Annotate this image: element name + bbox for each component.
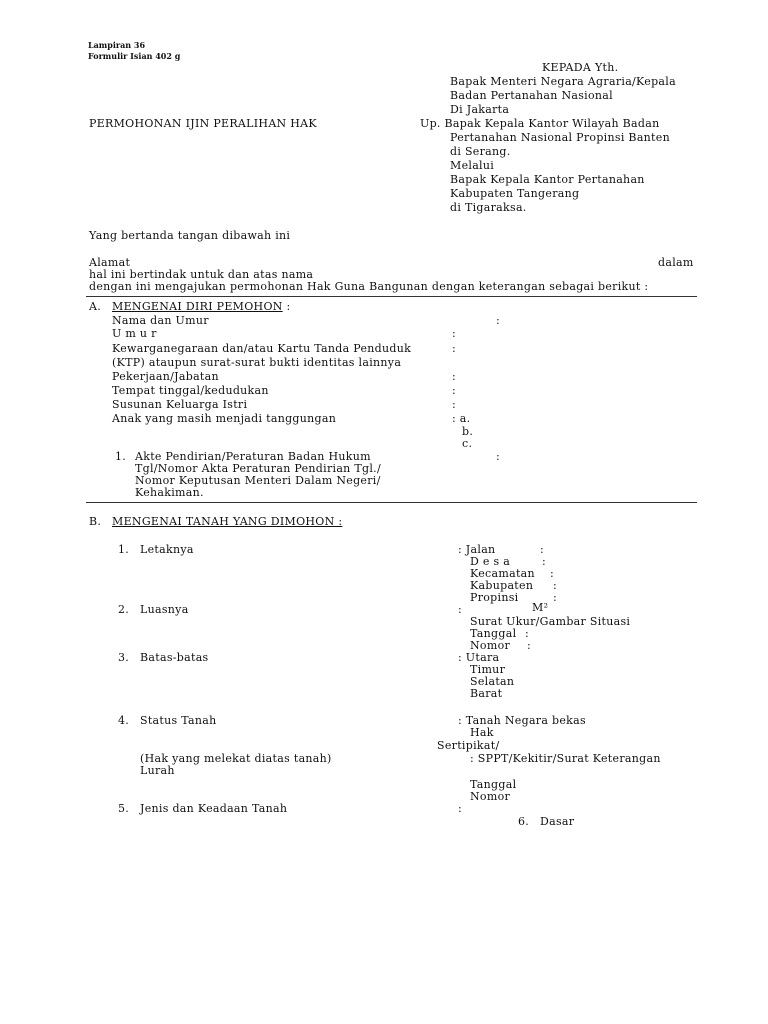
intro-bertindak: hal ini bertindak untuk dan atas nama xyxy=(89,268,314,281)
item-hak: Hak xyxy=(470,726,494,739)
address-up-line: Bapak Kepala Kantor Pertanahan xyxy=(450,173,645,186)
item-m2: M² xyxy=(532,601,549,614)
colon: : xyxy=(452,342,457,355)
akte-line: Kehakiman. xyxy=(135,486,204,499)
item-utara: : Utara xyxy=(458,651,500,664)
field-anak: Anak yang masih menjadi tanggungan xyxy=(112,412,337,425)
item-tanggal: Tanggal xyxy=(470,778,517,791)
colon: : xyxy=(553,579,558,592)
item-timur: Timur xyxy=(470,663,506,676)
item-letak: Letaknya xyxy=(140,543,194,556)
colon: : xyxy=(553,591,558,604)
address-line: Bapak Menteri Negara Agraria/Kepala xyxy=(450,75,676,88)
field-nama: Nama dan Umur xyxy=(112,314,209,327)
colon: : xyxy=(452,370,457,383)
item-tanah-negara: : Tanah Negara bekas xyxy=(458,714,586,727)
item-jenis: Jenis dan Keadaan Tanah xyxy=(140,802,288,815)
item-dasar: Dasar xyxy=(540,815,575,828)
item-nomor: Nomor xyxy=(470,639,511,652)
address-up-line: di Serang. xyxy=(450,145,511,158)
colon: : xyxy=(458,802,463,815)
colon: : xyxy=(525,627,530,640)
colon: : xyxy=(452,398,457,411)
colon: : xyxy=(527,639,532,652)
item-batas: Batas-batas xyxy=(140,651,209,664)
address-line: Di Jakarta xyxy=(450,103,510,116)
anak-c: c. xyxy=(462,437,473,450)
item-sertipikat: Sertipikat/ xyxy=(437,739,500,752)
document-title: PERMOHONAN IJIN PERALIHAN HAK xyxy=(89,117,317,130)
section-b-heading-colon: : xyxy=(334,515,343,528)
lampiran-label: Lampiran 36 xyxy=(88,40,146,50)
address-up: Up. Bapak Kepala Kantor Wilayah Badan xyxy=(420,117,660,130)
item-selatan: Selatan xyxy=(470,675,515,688)
address-up-line: di Tigaraksa. xyxy=(450,201,527,214)
section-a-letter: A. xyxy=(89,300,102,313)
akte-line: Akte Pendirian/Peraturan Badan Hukum xyxy=(135,450,371,463)
address-up-line: Melalui xyxy=(450,159,495,172)
field-ktp: (KTP) ataupun surat-surat bukti identitas lainnya xyxy=(112,356,402,369)
address-line: Badan Pertanahan Nasional xyxy=(450,89,613,102)
colon: : xyxy=(496,314,501,327)
colon: : xyxy=(452,384,457,397)
akte-line: Nomor Keputusan Menteri Dalam Negeri/ xyxy=(135,474,381,487)
section-b-letter: B. xyxy=(89,515,102,528)
item-number: 4. xyxy=(118,714,130,727)
colon: : xyxy=(496,450,501,463)
item-tanggal: Tanggal xyxy=(470,627,517,640)
anak-a: : a. xyxy=(452,412,471,425)
field-umur: U m u r xyxy=(112,327,157,340)
formulir-label: Formulir Isian 402 g xyxy=(88,51,181,61)
colon: : xyxy=(550,567,555,580)
akte-line: Tgl/Nomor Akta Peraturan Pendirian Tgl./ xyxy=(135,462,381,475)
section-a-heading-text: MENGENAI DIRI PEMOHON xyxy=(112,300,283,313)
item-surat-ukur: Surat Ukur/Gambar Situasi xyxy=(470,615,631,628)
divider xyxy=(86,502,697,503)
field-kewarganegaraan: Kewarganegaraan dan/atau Kartu Tanda Penduduk xyxy=(112,342,412,355)
item-number: 1. xyxy=(118,543,130,556)
field-pekerjaan: Pekerjaan/Jabatan xyxy=(112,370,219,383)
item-lurah: Lurah xyxy=(140,764,175,777)
anak-b: b. xyxy=(462,425,474,438)
kepada-label: KEPADA Yth. xyxy=(542,61,619,74)
item-number: 3. xyxy=(118,651,130,664)
colon: : xyxy=(452,327,457,340)
item-luas: Luasnya xyxy=(140,603,189,616)
item-kecamatan: Kecamatan xyxy=(470,567,535,580)
section-b-heading xyxy=(112,515,342,528)
item-kabupaten: Kabupaten xyxy=(470,579,534,592)
intro-signed: Yang bertanda tangan dibawah ini xyxy=(89,229,291,242)
akte-number: 1. xyxy=(115,450,127,463)
item-number: 2. xyxy=(118,603,130,616)
intro-alamat: Alamat xyxy=(89,256,131,269)
intro-dalam: dalam xyxy=(658,256,694,269)
divider xyxy=(86,296,697,297)
field-tempat: Tempat tinggal/kedudukan xyxy=(112,384,269,397)
item-barat: Barat xyxy=(470,687,503,700)
address-up-line: Pertanahan Nasional Propinsi Banten xyxy=(450,131,670,144)
address-up-line: Kabupaten Tangerang xyxy=(450,187,580,200)
field-susunan: Susunan Keluarga Istri xyxy=(112,398,248,411)
item-desa: D e s a xyxy=(470,555,511,568)
item-number: 5. xyxy=(118,802,130,815)
section-b-heading-text: MENGENAI TANAH YANG DIMOHON xyxy=(112,515,335,528)
item-nomor: Nomor xyxy=(470,790,511,803)
colon: : xyxy=(458,603,463,616)
item-hak-melekat: (Hak yang melekat diatas tanah) xyxy=(140,752,332,765)
item-propinsi: Propinsi xyxy=(470,591,519,604)
item-jalan: : Jalan xyxy=(458,543,496,556)
colon: : xyxy=(542,555,547,568)
item-number: 6. xyxy=(518,815,530,828)
item-status: Status Tanah xyxy=(140,714,217,727)
intro-mengajukan: dengan ini mengajukan permohonan Hak Guna Bangunan dengan keterangan sebagai berikut : xyxy=(89,280,649,293)
section-a-heading xyxy=(112,300,291,313)
item-sppt: : SPPT/Kekitir/Surat Keterangan xyxy=(470,752,661,765)
section-a-heading-colon: : xyxy=(282,300,291,313)
colon: : xyxy=(540,543,545,556)
